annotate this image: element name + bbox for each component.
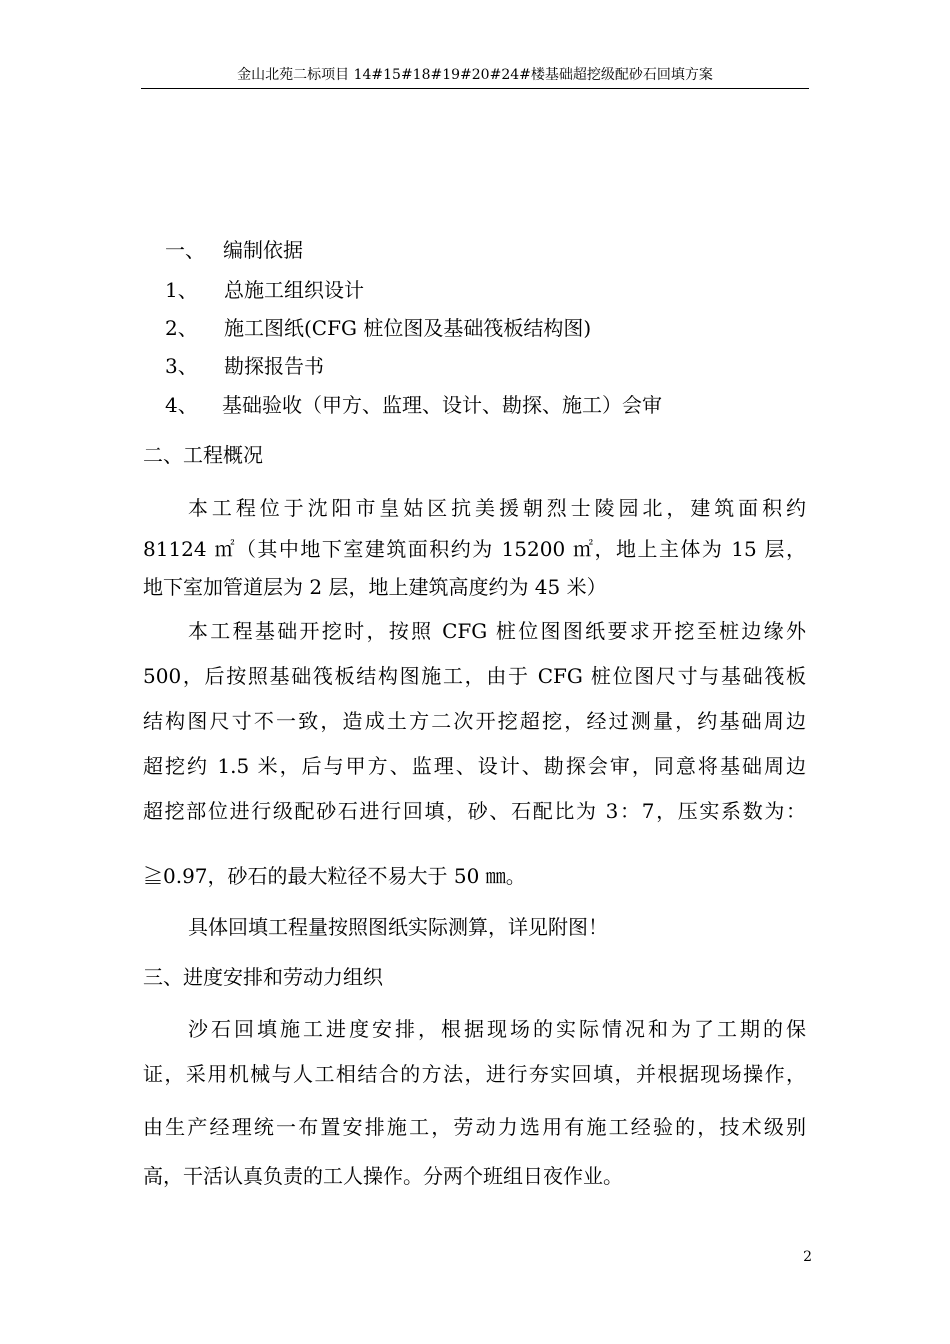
page-header: 金山北苑二标项目 14#15#18#19#20#24#楼基础超挖级配砂石回填方案 bbox=[237, 67, 713, 83]
paragraph-line: 由生产经理统一布置安排施工，劳动力选用有施工经验的，技术级别 bbox=[143, 1115, 806, 1139]
paragraph-line: ≧0.97，砂石的最大粒径不易大于 50 ㎜。 bbox=[143, 864, 526, 888]
paragraph-line: 具体回填工程量按照图纸实际测算，详见附图！ bbox=[188, 915, 608, 939]
section3-title: 三、进度安排和劳动力组织 bbox=[143, 965, 383, 989]
paragraph-line: 本工程基础开挖时，按照 CFG 桩位图图纸要求开挖至桩边缘外 bbox=[188, 619, 806, 643]
page-number: 2 bbox=[803, 1249, 812, 1265]
paragraph-line: 超挖约 1.5 米，后与甲方、监理、设计、勘探会审，同意将基础周边 bbox=[143, 754, 806, 778]
paragraph-line: 沙石回填施工进度安排，根据现场的实际情况和为了工期的保 bbox=[188, 1017, 806, 1041]
section1-title: 编制依据 bbox=[223, 238, 303, 262]
paragraph-line: 81124 ㎡（其中地下室建筑面积约为 15200 ㎡，地上主体为 15 层， bbox=[143, 537, 806, 561]
section1-heading bbox=[165, 236, 303, 264]
list-item: 3、 勘探报告书 bbox=[165, 354, 324, 378]
paragraph-line: 超挖部位进行级配砂石进行回填，砂、石配比为 3：7，压实系数为： bbox=[143, 799, 806, 823]
section1-marker: 一、 bbox=[165, 238, 205, 262]
paragraph-line: 地下室加管道层为 2 层，地上建筑高度约为 45 米） bbox=[143, 575, 607, 599]
list-item: 2、 施工图纸(CFG 桩位图及基础筏板结构图) bbox=[165, 316, 592, 340]
paragraph-line: 高，干活认真负责的工人操作。分两个班组日夜作业。 bbox=[143, 1164, 623, 1188]
section2-title: 二、工程概况 bbox=[143, 443, 263, 467]
header-divider bbox=[141, 88, 809, 89]
paragraph-line: 本工程位于沈阳市皇姑区抗美援朝烈士陵园北，建筑面积约 bbox=[188, 496, 806, 520]
paragraph-line: 证，采用机械与人工相结合的方法，进行夯实回填，并根据现场操作， bbox=[143, 1062, 806, 1086]
paragraph-line: 500，后按照基础筏板结构图施工，由于 CFG 桩位图尺寸与基础筏板 bbox=[143, 664, 806, 688]
list-item: 1、 总施工组织设计 bbox=[165, 278, 364, 302]
paragraph-line: 结构图尺寸不一致，造成土方二次开挖超挖，经过测量，约基础周边 bbox=[143, 709, 806, 733]
list-item: 4、 基础验收（甲方、监理、设计、勘探、施工）会审 bbox=[165, 393, 662, 417]
